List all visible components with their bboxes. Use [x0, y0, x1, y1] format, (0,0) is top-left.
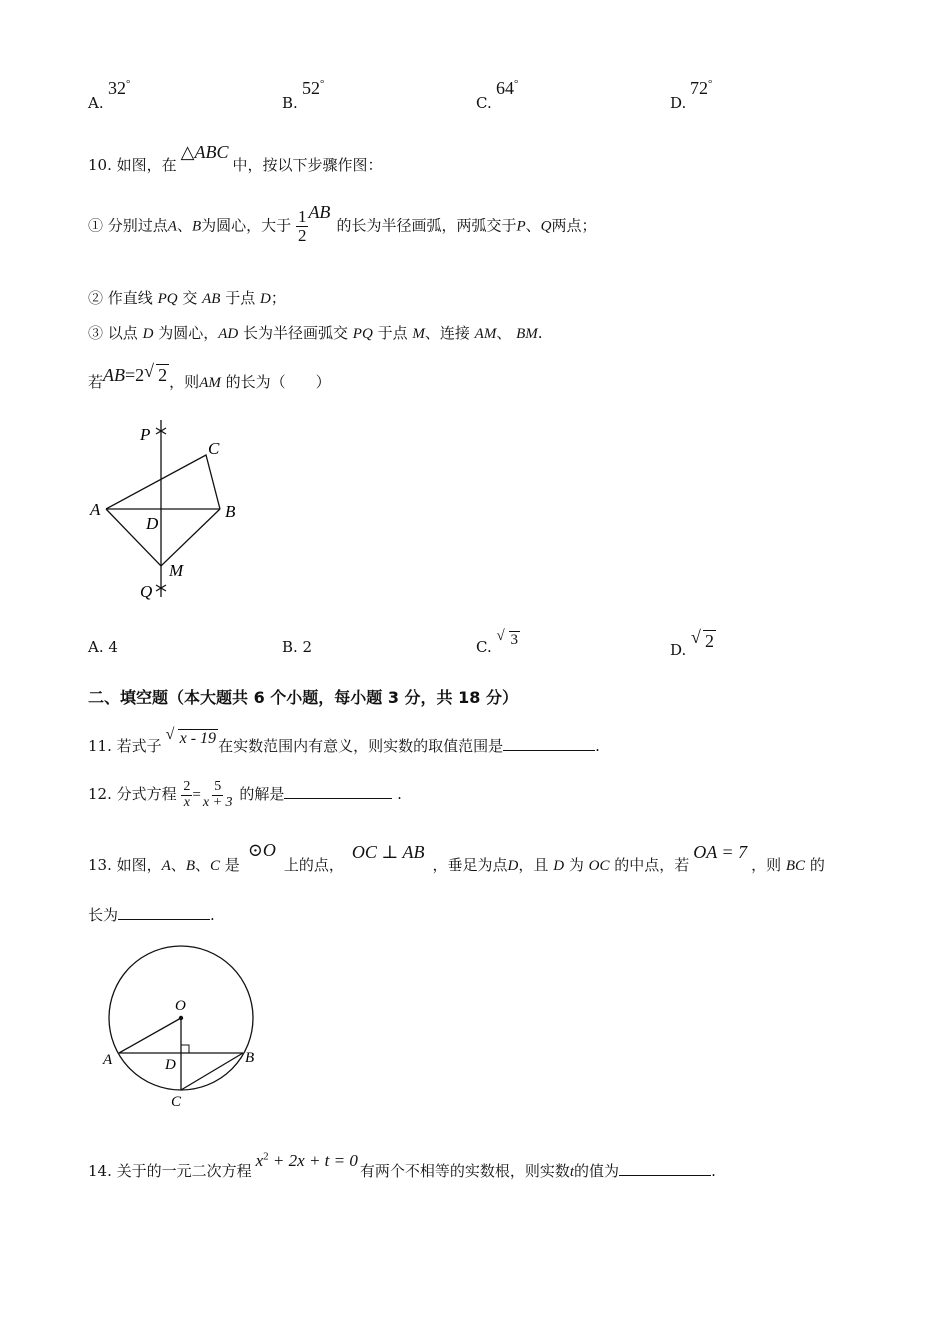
section-2-title: 二、填空题（本大题共 6 个小题，每小题 3 分，共 18 分） [88, 688, 518, 707]
label-b: B [225, 502, 236, 521]
q9-option-d [670, 78, 713, 112]
triangle-abc: △ABC [180, 142, 229, 162]
label-b: B [245, 1050, 255, 1066]
q10-step2: ② 作直线 PQ 交 AB 于点 D； [88, 289, 286, 307]
q12: 12. 分式方程 $\frac{2}{x}$ = $\frac{5}{x + 3}$ 的解是 . [88, 779, 402, 810]
label-q: Q [140, 582, 153, 601]
label-c: C [208, 439, 220, 458]
label-o: O [175, 998, 186, 1014]
answer-blank [284, 784, 392, 799]
q9-option-c [476, 78, 519, 112]
label-d: D [165, 1057, 176, 1073]
label-m: M [169, 561, 184, 580]
center-point [179, 1016, 183, 1020]
q10-condition: 若AB=2 √ 2 ，则AM 的长为（ ） [88, 361, 331, 391]
oa-equals-7: OA = 7 [693, 842, 748, 862]
label-c: C [171, 1094, 182, 1110]
segment-bc [181, 1053, 243, 1090]
option-value: 52° [302, 78, 325, 98]
q9-option-a [88, 78, 131, 112]
answer-blank [118, 905, 210, 920]
q10-step1: ① 分别过点A、B为圆心，大于 $\frac{1}{2}$ AB的长为半径画弧，两弧交于P、Q两点； [88, 202, 597, 245]
q10-stem: 10. 如图，在△ABC中，按以下步骤作图： [88, 142, 383, 174]
answer-blank [619, 1161, 711, 1176]
option-label: B. [282, 94, 298, 112]
q11: 11. 若式子 √ x - 19 在实数范围内有意义，则实数的取值范围是 . [88, 726, 600, 755]
triangle-sides [106, 455, 220, 509]
sqrt-x-19: √ x - 19 [165, 726, 217, 747]
segment-oa [119, 1018, 181, 1053]
label-a: A [90, 500, 101, 519]
q10-figure [80, 415, 260, 605]
sqrt-2: √ 2 [144, 361, 168, 385]
option-value: 32° [108, 78, 131, 98]
circle-o: ⊙O [247, 840, 276, 860]
option-value: 64° [496, 78, 519, 98]
q10-option-d: D. √ 2 [670, 627, 715, 659]
q10-option-a: A. 4 [88, 638, 118, 656]
option-label: C. [476, 94, 492, 112]
q13-figure [95, 940, 265, 1110]
q10-step3: ③ 以点 D 为圆心，AD 长为半径画弧交 PQ 于点 M、连接 AM、 BM. [88, 324, 543, 342]
oc-perp-ab: OC ⊥ AB [351, 842, 425, 862]
fraction-2-over-x: $\frac{2}{x}$ [183, 779, 191, 810]
quadratic-equation: $x^2 + 2x + t = 0$ [255, 1150, 358, 1170]
sqrt-3: √ 3 [496, 628, 518, 648]
label-p: P [140, 425, 151, 444]
right-angle-mark [181, 1045, 189, 1053]
label-d: D [146, 514, 159, 533]
q10-option-b: B. 2 [282, 638, 313, 656]
sqrt-2: √ 2 [691, 627, 715, 651]
segments-am-bm [106, 509, 220, 566]
half-fraction: $\frac{1}{2}$ [297, 207, 307, 245]
q9-option-b [282, 78, 325, 112]
q13-line1: 13. 如图，A、B、C 是⊙O上的点，OC ⊥ AB，垂足为点D，且 D 为 OC 的中点，若OA = 7，则 BC 的 [88, 840, 825, 874]
q14: 14. 关于的一元二次方程$x^2 + 2x + t = 0$有两个不相等的实数根，则实数t的值为 . [88, 1150, 716, 1180]
option-label: D. [670, 94, 687, 112]
q13-line2: 长为 . [88, 906, 215, 924]
fraction-5-over-x3: $\frac{5}{x + 3}$ [202, 779, 233, 810]
label-a: A [103, 1052, 113, 1068]
q10-option-c: C. √ 3 [476, 628, 518, 656]
option-label: A. [88, 94, 104, 112]
answer-blank [503, 736, 595, 751]
option-value: 72° [690, 78, 713, 98]
